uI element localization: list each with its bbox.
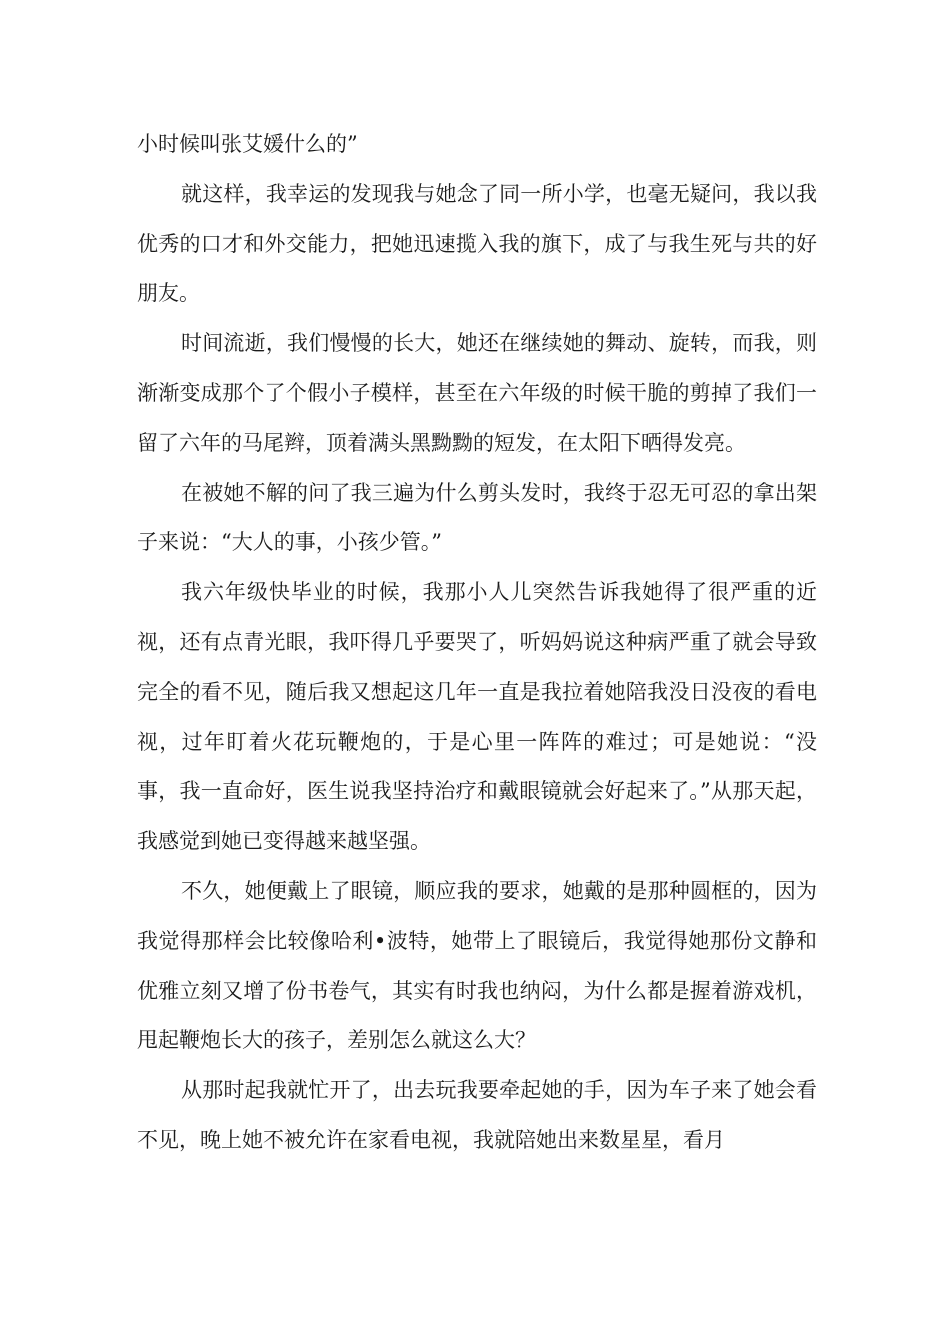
paragraph-continuation: 小时候叫张艾媛什么的” (137, 132, 358, 156)
paragraph: 时间流逝，我们慢慢的长大，她还在继续她的舞动、旋转，而我，则渐渐变成那个了个假小子模样，甚至在六年级的时候干脆的剪掉了我们一留了六年的马尾辫，顶着满头黑黝黝的短发，在太阳下晒得发亮。 (137, 331, 817, 455)
document-body (137, 120, 817, 1166)
paragraph: 不久，她便戴上了眼镜，顺应我的要求，她戴的是那种圆框的，因为我觉得那样会比较像哈利•波特，她带上了眼镜后，我觉得她那份文静和优雅立刻又增了份书卷气，其实有时我也纳闷，为什么都是握着游戏机，甩起鞭炮长大的孩子，差别怎么就这么大？ (137, 878, 817, 1053)
paragraph: 就这样，我幸运的发现我与她念了同一所小学，也毫无疑问，我以我优秀的口才和外交能力，把她迅速揽入我的旗下，成了与我生死与共的好朋友。 (137, 181, 817, 306)
paragraph: 在被她不解的问了我三遍为什么剪头发时，我终于忍无可忍的拿出架子来说：“大人的事，小孩少管。” (137, 480, 817, 555)
paragraph: 我六年级快毕业的时候，我那小人儿突然告诉我她得了很严重的近视，还有点青光眼，我吓得几乎要哭了，听妈妈说这种病严重了就会导致完全的看不见，随后我又想起这几年一直是我拉着她陪我没日没夜的看电视，过年盯着火花玩鞭炮的，于是心里一阵阵的难过；可是她说：“没事，我一直命好，医生说我坚持治疗和戴眼镜就会好起来了。”从那天起，我感觉到她已变得越来越坚强。 (137, 580, 817, 854)
paragraph: 从那时起我就忙开了，出去玩我要牵起她的手，因为车子来了她会看不见，晚上她不被允许在家看电视，我就陪她出来数星星，看月 (137, 1078, 817, 1152)
